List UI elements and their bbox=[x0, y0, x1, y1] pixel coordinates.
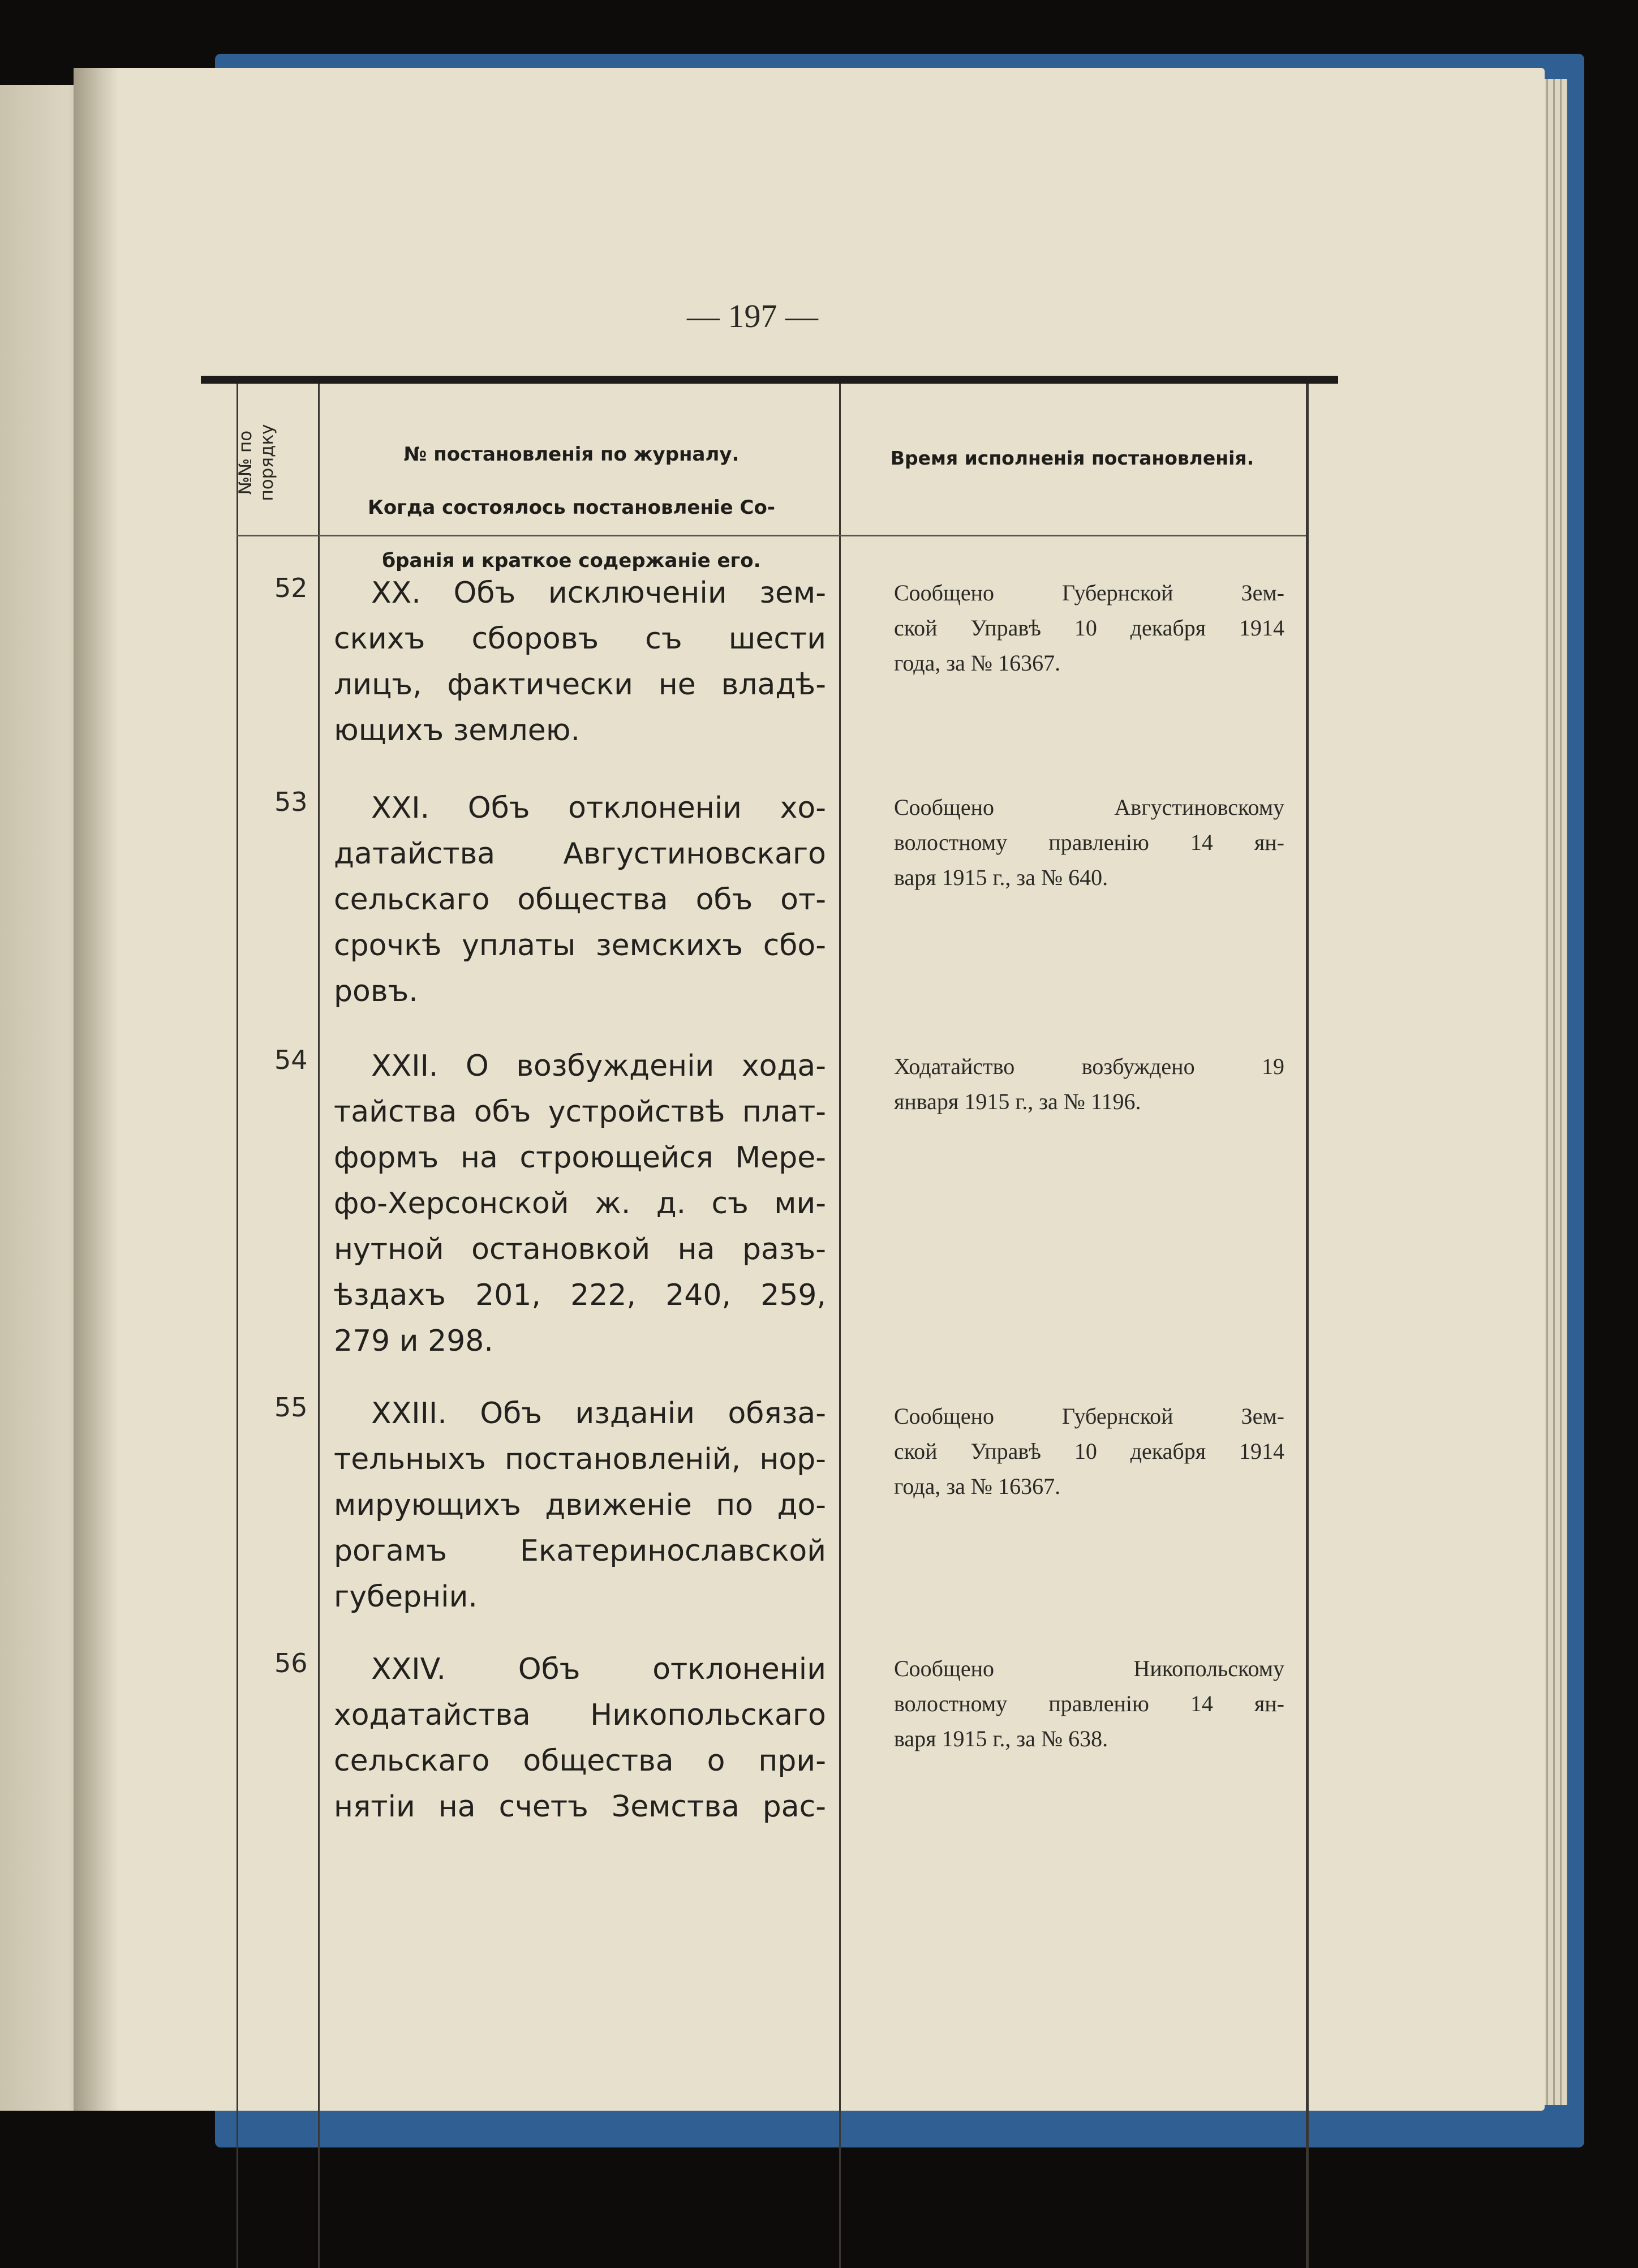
text-line: ской Управѣ 10 декабря 1914 bbox=[894, 615, 1284, 641]
entry-execution bbox=[894, 1399, 1284, 1504]
header-resolution-line: бранія и краткое содержаніе его. bbox=[382, 549, 761, 572]
text-line: лицъ, фактически не владѣ- bbox=[334, 668, 826, 702]
header-resolution-line: Когда состоялось постановленіе Со- bbox=[368, 496, 775, 519]
text-line: ходатайства Никопольскаго bbox=[334, 1698, 826, 1732]
text-line: Сообщено Августиновскому bbox=[894, 794, 1284, 820]
text-line: года, за № 16367. bbox=[894, 1474, 1061, 1499]
text-line: ской Управѣ 10 декабря 1914 bbox=[894, 1438, 1284, 1464]
table-right-border bbox=[1306, 384, 1309, 2268]
text-line: варя 1915 г., за № 638. bbox=[894, 1726, 1108, 1751]
entry-number: 52 bbox=[274, 573, 308, 603]
text-line: нятіи на счетъ Земства рас- bbox=[334, 1790, 826, 1824]
entry-execution bbox=[894, 575, 1284, 681]
text-line: года, за № 16367. bbox=[894, 650, 1061, 676]
text-line: 279 и 298. bbox=[334, 1324, 493, 1358]
text-line: XXIII. Объ изданіи обяза- bbox=[371, 1397, 826, 1431]
text-line: губерніи. bbox=[334, 1580, 478, 1614]
text-line: сельскаго общества о при- bbox=[334, 1744, 826, 1778]
text-line: января 1915 г., за № 1196. bbox=[894, 1089, 1141, 1114]
table-left-border bbox=[237, 384, 238, 2268]
text-line: скихъ сборовъ съ шести bbox=[334, 622, 826, 656]
text-line: волостному правленію 14 ян- bbox=[894, 1691, 1284, 1716]
entry-resolution bbox=[334, 785, 826, 1015]
text-line: нутной остановкой на разъ- bbox=[334, 1232, 826, 1266]
entry-resolution bbox=[334, 570, 826, 754]
entry-resolution bbox=[334, 1391, 826, 1620]
entry-execution bbox=[894, 1049, 1284, 1119]
text-line: Сообщено Губернской Зем- bbox=[894, 1403, 1284, 1429]
text-line: рогамъ Екатеринославской bbox=[334, 1534, 826, 1568]
text-line: сельскаго общества объ от- bbox=[334, 883, 826, 917]
text-line: тайства объ устройствѣ плат- bbox=[334, 1095, 826, 1129]
header-resolution-line: № постановленія по журналу. bbox=[403, 443, 740, 466]
text-line: срочкѣ уплаты земскихъ сбо- bbox=[334, 929, 826, 963]
text-line: Сообщено Никопольскому bbox=[894, 1656, 1284, 1681]
header-execution-time: Время исполненія постановленія. bbox=[890, 447, 1254, 469]
header-order-number: №№ по порядку bbox=[235, 424, 277, 501]
text-line: мирующихъ движеніе по до- bbox=[334, 1488, 826, 1522]
entry-number: 56 bbox=[274, 1648, 308, 1678]
text-line: XXI. Объ отклоненіи хо- bbox=[371, 791, 826, 825]
text-line: варя 1915 г., за № 640. bbox=[894, 865, 1108, 890]
entry-number: 53 bbox=[274, 787, 308, 817]
text-line: XXIV. Объ отклоненіи bbox=[371, 1652, 826, 1686]
table-top-rule bbox=[201, 376, 1338, 384]
entry-number: 54 bbox=[274, 1045, 308, 1075]
entry-execution bbox=[894, 1651, 1284, 1756]
text-line: XXII. О возбужденіи хода- bbox=[371, 1049, 826, 1083]
text-line: тельныхъ постановленій, нор- bbox=[334, 1442, 826, 1476]
text-line: Сообщено Губернской Зем- bbox=[894, 580, 1284, 605]
entry-execution bbox=[894, 790, 1284, 895]
text-line: XX. Объ исключеніи зем- bbox=[371, 576, 826, 610]
text-line: волостному правленію 14 ян- bbox=[894, 830, 1284, 855]
entry-resolution bbox=[334, 1043, 826, 1364]
page-gutter-shadow bbox=[74, 68, 119, 2111]
text-line: Ходатайство возбуждено 19 bbox=[894, 1054, 1284, 1079]
text-line: ющихъ землею. bbox=[334, 714, 580, 748]
text-line: ровъ. bbox=[334, 974, 418, 1008]
text-line: формъ на строющейся Мере- bbox=[334, 1141, 826, 1175]
entry-number: 55 bbox=[274, 1392, 308, 1423]
page-number: — 197 — bbox=[687, 298, 818, 334]
entry-resolution bbox=[334, 1647, 826, 1830]
text-line: датайства Августиновскаго bbox=[334, 837, 826, 871]
text-line: фо-Херсонской ж. д. съ ми- bbox=[334, 1187, 826, 1221]
column-divider-2 bbox=[839, 384, 841, 2268]
text-line: ѣздахъ 201, 222, 240, 259, bbox=[334, 1278, 826, 1312]
column-divider-1 bbox=[318, 384, 320, 2268]
